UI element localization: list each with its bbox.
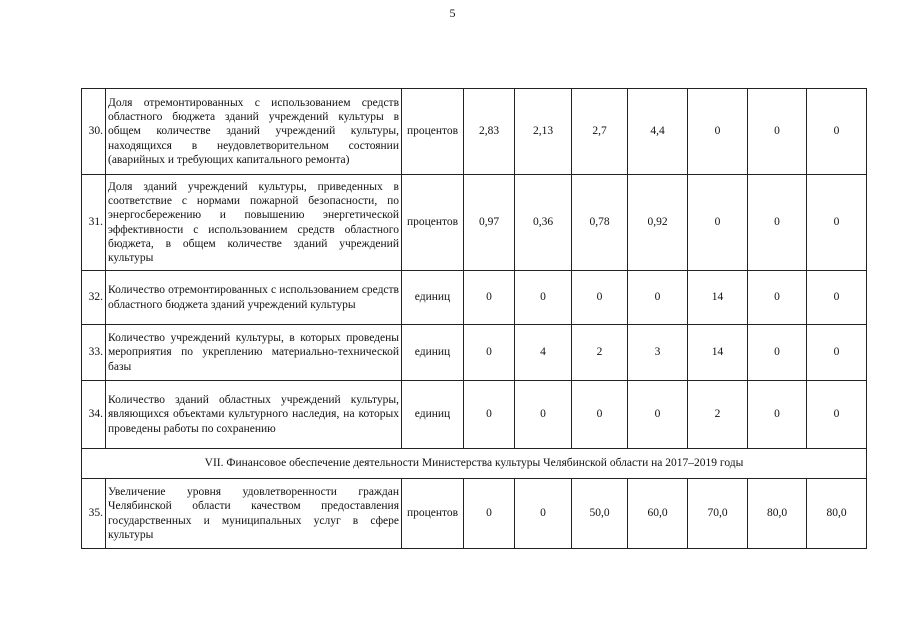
- value-cell: 2,83: [464, 89, 515, 175]
- unit-cell: единиц: [402, 325, 464, 381]
- value-cell: 0: [628, 381, 688, 449]
- value-cell: 0: [748, 89, 807, 175]
- indicator-description: Количество зданий областных учреждений культуры, являющихся объектами культурного наследия, на которых проведены работы по сохранению: [106, 381, 402, 449]
- value-cell: 0: [807, 271, 867, 325]
- value-cell: 2,7: [572, 89, 628, 175]
- unit-cell: процентов: [402, 479, 464, 549]
- value-cell: 0: [748, 175, 807, 271]
- value-cell: 0: [515, 479, 572, 549]
- value-cell: 80,0: [807, 479, 867, 549]
- unit-cell: единиц: [402, 271, 464, 325]
- value-cell: 0: [807, 89, 867, 175]
- row-number: 35.: [82, 479, 106, 549]
- row-number: 32.: [82, 271, 106, 325]
- value-cell: 2: [688, 381, 748, 449]
- value-cell: 0: [807, 325, 867, 381]
- value-cell: 0: [748, 381, 807, 449]
- value-cell: 0: [572, 381, 628, 449]
- row-number: 30.: [82, 89, 106, 175]
- value-cell: 0: [688, 89, 748, 175]
- value-cell: 2,13: [515, 89, 572, 175]
- value-cell: 0: [807, 175, 867, 271]
- table-row: [82, 479, 867, 549]
- unit-cell: процентов: [402, 175, 464, 271]
- row-number: 31.: [82, 175, 106, 271]
- value-cell: 4,4: [628, 89, 688, 175]
- indicator-description: Доля отремонтированных с использованием средств областного бюджета зданий учреждений культуры в общем количестве зданий учреждений культуры, находящихся в неудовлетворительном состоянии (аварийных и требующих капитального ремонта): [106, 89, 402, 175]
- section-header-row: [82, 449, 867, 479]
- value-cell: 0: [628, 271, 688, 325]
- value-cell: 0,36: [515, 175, 572, 271]
- unit-cell: процентов: [402, 89, 464, 175]
- value-cell: 0: [464, 381, 515, 449]
- indicator-description: Доля зданий учреждений культуры, приведенных в соответствие с нормами пожарной безопасности, по энергосбережению и повышению энергетической эффективности с использованием средств областного бюджета, в общем количестве зданий учреждений культуры: [106, 175, 402, 271]
- value-cell: 70,0: [688, 479, 748, 549]
- indicator-description: Увеличение уровня удовлетворенности граждан Челябинской области качеством предоставления государственных и муниципальных услуг в сфере культуры: [106, 479, 402, 549]
- unit-cell: единиц: [402, 381, 464, 449]
- section-header: VII. Финансовое обеспечение деятельности Министерства культуры Челябинской области на 2017–2019 годы: [82, 449, 867, 479]
- value-cell: 0: [464, 325, 515, 381]
- row-number: 33.: [82, 325, 106, 381]
- indicator-description: Количество учреждений культуры, в которых проведены мероприятия по укреплению материально-технической базы: [106, 325, 402, 381]
- value-cell: 0: [688, 175, 748, 271]
- value-cell: 0,92: [628, 175, 688, 271]
- value-cell: 14: [688, 271, 748, 325]
- value-cell: 0: [807, 381, 867, 449]
- value-cell: 0: [748, 325, 807, 381]
- value-cell: 0: [515, 381, 572, 449]
- value-cell: 60,0: [628, 479, 688, 549]
- value-cell: 80,0: [748, 479, 807, 549]
- value-cell: 14: [688, 325, 748, 381]
- value-cell: 3: [628, 325, 688, 381]
- table-row: [82, 381, 867, 449]
- value-cell: 0: [464, 479, 515, 549]
- table-row: [82, 175, 867, 271]
- value-cell: 0: [572, 271, 628, 325]
- row-number: 34.: [82, 381, 106, 449]
- table-row: [82, 325, 867, 381]
- page-number: 5: [449, 6, 456, 20]
- value-cell: 0,78: [572, 175, 628, 271]
- value-cell: 2: [572, 325, 628, 381]
- indicator-description: Количество отремонтированных с использованием средств областного бюджета зданий учреждений культуры: [106, 271, 402, 325]
- value-cell: 0: [748, 271, 807, 325]
- table-row: [82, 89, 867, 175]
- value-cell: 0,97: [464, 175, 515, 271]
- table-row: [82, 271, 867, 325]
- value-cell: 4: [515, 325, 572, 381]
- indicators-table: [81, 88, 867, 549]
- value-cell: 50,0: [572, 479, 628, 549]
- value-cell: 0: [515, 271, 572, 325]
- value-cell: 0: [464, 271, 515, 325]
